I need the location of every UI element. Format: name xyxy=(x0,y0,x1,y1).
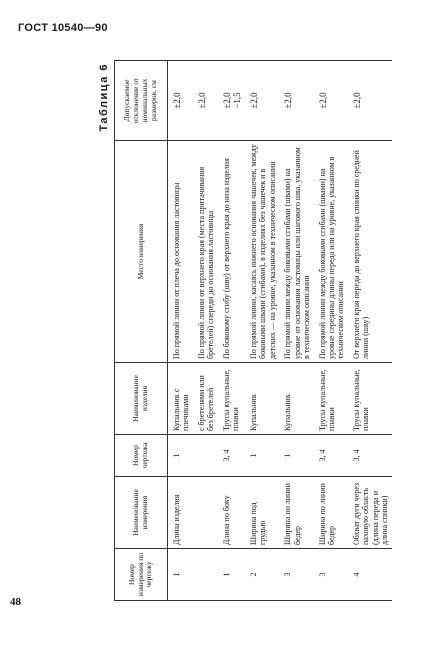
table-row xyxy=(193,61,218,601)
tolerance-cell xyxy=(168,61,193,141)
measurement-name-cell: Ширина по линии бедер xyxy=(314,477,348,549)
tolerance-value: ±2,0 xyxy=(248,92,259,109)
drawing-number-cell: 3, 4 xyxy=(218,435,245,477)
tolerance-cell xyxy=(314,61,348,141)
table-row xyxy=(314,61,348,601)
measurement-place-cell: По прямой линии между боковыми сгибами (швами) на уровне от основания ластовицы или шагового шва, указанном в техническом описании xyxy=(279,141,313,363)
product-name-cell: Трусы купальные, плавки xyxy=(218,363,245,435)
product-name-cell: Купальник xyxy=(279,363,313,435)
measurement-place-cell: По прямой линии между боковыми сгибами (швами) на уровне середины длины переда или на уровне, указанном в техническом описании xyxy=(314,141,348,363)
tolerance-value: ±2,0 xyxy=(196,92,207,109)
column-header: Место измерения xyxy=(115,141,168,363)
tolerance-value: ±2,0 xyxy=(172,92,182,109)
column-header: Наименование изделия xyxy=(115,363,168,435)
measurement-number-cell: 1 xyxy=(168,549,193,601)
measurement-place-cell: По прямой линии от верхнего края (места притачивания бретелей) спереди до основания ластовицы xyxy=(193,141,218,363)
measurement-number-cell: 3 xyxy=(279,549,313,601)
column-header: Допускаемое отклонение от номинальных размеров, см xyxy=(115,61,168,141)
table-row xyxy=(168,61,193,601)
measurement-table xyxy=(114,60,392,601)
document-header: ГОСТ 10540—90 xyxy=(18,22,108,34)
tolerance-cell xyxy=(348,61,392,141)
tolerance-value: −1,5 xyxy=(232,92,243,109)
drawing-number-cell: 3, 4 xyxy=(314,435,348,477)
measurement-place-cell: По боковому сгибу (шву) от верхнего края до низа изделия xyxy=(218,141,245,363)
measurement-name-cell: Ширина по линии бедер xyxy=(279,477,313,549)
measurement-number-cell xyxy=(193,549,218,601)
measurement-place-cell: По прямой линии, касаясь нижнего основания чашечек, между боковыми швами (сгибами), в изделиях без чашечек и в детских — на уровне, указанном в техническом описании xyxy=(245,141,279,363)
tolerance-value: ±2,0 xyxy=(317,92,328,109)
product-name-cell: Купальник xyxy=(245,363,279,435)
tolerance-cell xyxy=(245,61,279,141)
page-number: 48 xyxy=(10,596,21,608)
tolerance-value: ±2,0 xyxy=(221,92,232,109)
tolerance-cell xyxy=(193,61,218,141)
measurement-number-cell: 4 xyxy=(348,549,392,601)
measurement-place-cell: От верхнего края переда до верхнего края спинки по средней линии (шву) xyxy=(348,141,392,363)
table-caption: Таблица 6 xyxy=(98,63,110,132)
tolerance-value: ±2,0 xyxy=(283,92,294,109)
table-row xyxy=(245,61,279,601)
drawing-number-cell: 1 xyxy=(279,435,313,477)
product-name-cell: Купальник с плечиками xyxy=(168,363,193,435)
measurement-name-cell: Ширина под грудью xyxy=(245,477,279,549)
column-header: Номер измерения по чертежу xyxy=(115,549,168,601)
table-row xyxy=(348,61,392,601)
tolerance-cell xyxy=(218,61,245,141)
measurement-name-cell: Обхват дуги через паховую область (длина переда и длина спинки) xyxy=(348,477,392,549)
rotated-table-block xyxy=(98,61,416,601)
product-name-cell: Трусы купальные, плавки xyxy=(348,363,392,435)
measurement-number-cell: 2 xyxy=(245,549,279,601)
measurement-name-cell xyxy=(193,477,218,549)
column-header: Наименование измерения xyxy=(115,477,168,549)
measurement-number-cell: 3 xyxy=(314,549,348,601)
table-row xyxy=(218,61,245,601)
product-name-cell: Трусы купальные, плавки xyxy=(314,363,348,435)
product-name-cell: с бретелями или без бретелей xyxy=(193,363,218,435)
drawing-number-cell: 1 xyxy=(168,435,193,477)
drawing-number-cell xyxy=(193,435,218,477)
measurement-name-cell: Длина по боку xyxy=(218,477,245,549)
measurement-place-cell: По прямой линии от плеча до основания ластовицы xyxy=(168,141,193,363)
tolerance-value: ±2,0 xyxy=(351,92,362,109)
column-header: Номер чертежа xyxy=(115,435,168,477)
tolerance-cell xyxy=(279,61,313,141)
table-row xyxy=(279,61,313,601)
measurement-number-cell: 1 xyxy=(218,549,245,601)
table-header-row xyxy=(115,61,168,601)
drawing-number-cell: 1 xyxy=(245,435,279,477)
measurement-name-cell: Длина изделия xyxy=(168,477,193,549)
drawing-number-cell: 3, 4 xyxy=(348,435,392,477)
